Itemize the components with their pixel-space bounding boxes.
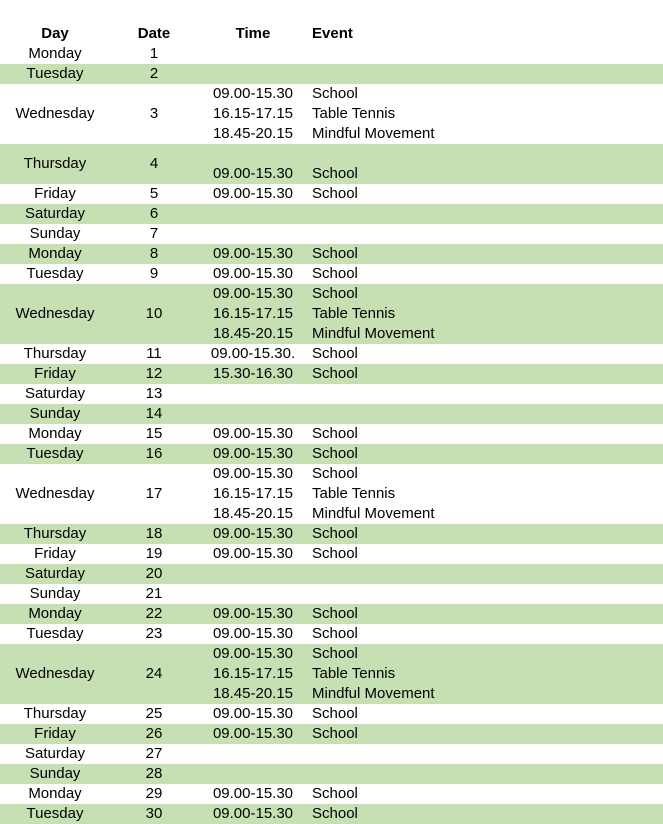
day-row (0, 784, 663, 804)
day-cell: Saturday (24, 745, 86, 762)
day-cell: Sunday (29, 585, 81, 602)
time-cell: 09.00-15.30 (212, 525, 294, 542)
day-row (0, 184, 663, 204)
day-cell: Saturday (24, 565, 86, 582)
date-cell: 1 (149, 45, 159, 62)
time-cell: 09.00-15.30 (212, 705, 294, 722)
header-event: Event (312, 25, 353, 42)
date-cell: 14 (145, 405, 163, 422)
date-cell: 6 (149, 205, 159, 222)
date-cell: 27 (145, 745, 163, 762)
event-cell: School (312, 445, 358, 462)
date-cell: 28 (145, 765, 163, 782)
event-cell: Table Tennis (312, 485, 396, 502)
date-cell: 9 (149, 265, 159, 282)
day-row (0, 764, 663, 784)
event-cell: Mindful Movement (312, 325, 435, 342)
day-row (0, 344, 663, 364)
date-cell: 17 (145, 485, 163, 502)
day-cell: Tuesday (26, 625, 84, 642)
day-row (0, 84, 663, 144)
day-row (0, 284, 663, 344)
time-cell: 16.15-17.15 (212, 665, 294, 682)
event-cell: School (312, 245, 358, 262)
day-cell: Tuesday (26, 445, 84, 462)
date-cell: 25 (145, 705, 163, 722)
date-cell: 2 (149, 65, 159, 82)
day-row (0, 244, 663, 264)
day-row (0, 624, 663, 644)
time-cell: 09.00-15.30 (212, 85, 294, 102)
event-cell: School (312, 425, 358, 442)
time-cell: 09.00-15.30 (212, 645, 294, 662)
time-cell: 18.45-20.15 (212, 685, 294, 702)
day-cell: Sunday (29, 225, 81, 242)
day-cell: Wednesday (15, 305, 95, 322)
date-cell: 26 (145, 725, 163, 742)
day-cell: Sunday (29, 405, 81, 422)
time-cell: 09.00-15.30 (212, 265, 294, 282)
day-cell: Friday (34, 365, 76, 382)
date-cell: 20 (145, 565, 163, 582)
header-row (0, 23, 663, 45)
day-cell: Monday (28, 245, 82, 262)
day-row (0, 604, 663, 624)
time-cell: 09.00-15.30 (212, 465, 294, 482)
day-row (0, 144, 663, 184)
day-row (0, 644, 663, 704)
date-cell: 4 (149, 155, 159, 172)
date-cell: 16 (145, 445, 163, 462)
day-row (0, 444, 663, 464)
event-cell: Mindful Movement (312, 125, 435, 142)
date-cell: 24 (145, 665, 163, 682)
day-cell: Wednesday (15, 105, 95, 122)
day-cell: Wednesday (15, 665, 95, 682)
event-cell: School (312, 285, 358, 302)
event-cell: School (312, 365, 358, 382)
day-row (0, 464, 663, 524)
time-cell: 09.00-15.30 (212, 785, 294, 802)
day-cell: Tuesday (26, 265, 84, 282)
day-cell: Monday (28, 425, 82, 442)
event-cell: School (312, 165, 358, 182)
day-cell: Wednesday (15, 485, 95, 502)
date-cell: 11 (146, 345, 162, 362)
time-cell: 09.00-15.30 (212, 805, 294, 822)
time-cell: 09.00-15.30 (212, 445, 294, 462)
time-cell: 16.15-17.15 (212, 105, 294, 122)
date-cell: 22 (145, 605, 163, 622)
time-cell: 16.15-17.15 (212, 485, 294, 502)
day-cell: Monday (28, 45, 82, 62)
date-cell: 3 (149, 105, 159, 122)
date-cell: 18 (145, 525, 163, 542)
time-cell: 09.00-15.30 (212, 605, 294, 622)
day-row (0, 724, 663, 744)
event-cell: Table Tennis (312, 665, 396, 682)
date-cell: 12 (145, 365, 163, 382)
day-row (0, 564, 663, 584)
event-cell: School (312, 345, 358, 362)
time-cell: 09.00-15.30 (212, 725, 294, 742)
day-cell: Monday (28, 785, 82, 802)
header-day: Day (41, 25, 69, 42)
day-cell: Tuesday (26, 65, 84, 82)
day-cell: Thursday (23, 705, 87, 722)
day-cell: Friday (34, 545, 76, 562)
time-cell: 18.45-20.15 (212, 325, 294, 342)
time-cell: 16.15-17.15 (212, 305, 294, 322)
event-cell: School (312, 465, 358, 482)
event-cell: School (312, 705, 358, 722)
date-cell: 30 (145, 805, 163, 822)
time-cell: 09.00-15.30 (212, 185, 294, 202)
event-cell: Table Tennis (312, 105, 396, 122)
event-cell: School (312, 625, 358, 642)
date-cell: 10 (145, 305, 163, 322)
time-cell: 18.45-20.15 (212, 505, 294, 522)
date-cell: 19 (145, 545, 163, 562)
time-cell: 09.00-15.30. (210, 345, 296, 362)
day-row (0, 404, 663, 424)
time-cell: 09.00-15.30 (212, 245, 294, 262)
event-cell: School (312, 265, 358, 282)
event-cell: School (312, 805, 358, 822)
day-row (0, 584, 663, 604)
event-cell: School (312, 525, 358, 542)
day-row (0, 524, 663, 544)
day-row (0, 804, 663, 824)
time-cell: 09.00-15.30 (212, 425, 294, 442)
day-cell: Sunday (29, 765, 81, 782)
time-cell: 09.00-15.30 (212, 545, 294, 562)
day-row (0, 544, 663, 564)
header-date: Date (137, 25, 171, 42)
event-cell: Table Tennis (312, 305, 396, 322)
date-cell: 15 (145, 425, 163, 442)
day-row (0, 364, 663, 384)
time-cell: 18.45-20.15 (212, 125, 294, 142)
day-cell: Saturday (24, 205, 86, 222)
date-cell: 5 (149, 185, 159, 202)
event-cell: School (312, 645, 358, 662)
day-cell: Thursday (23, 525, 87, 542)
day-row (0, 384, 663, 404)
time-cell: 09.00-15.30 (212, 165, 294, 182)
day-cell: Friday (34, 725, 76, 742)
day-cell: Thursday (23, 345, 87, 362)
day-cell: Saturday (24, 385, 86, 402)
date-cell: 29 (145, 785, 163, 802)
day-row (0, 224, 663, 244)
event-cell: School (312, 85, 358, 102)
day-row (0, 704, 663, 724)
event-cell: School (312, 725, 358, 742)
date-cell: 13 (145, 385, 163, 402)
date-cell: 23 (145, 625, 163, 642)
event-cell: School (312, 545, 358, 562)
time-cell: 15.30-16.30 (212, 365, 294, 382)
day-row (0, 264, 663, 284)
event-cell: Mindful Movement (312, 505, 435, 522)
day-row (0, 64, 663, 84)
date-cell: 7 (149, 225, 159, 242)
day-cell: Friday (34, 185, 76, 202)
day-cell: Tuesday (26, 805, 84, 822)
day-cell: Monday (28, 605, 82, 622)
event-cell: School (312, 605, 358, 622)
day-row (0, 424, 663, 444)
event-cell: School (312, 185, 358, 202)
time-cell: 09.00-15.30 (212, 285, 294, 302)
time-cell: 09.00-15.30 (212, 625, 294, 642)
date-cell: 21 (145, 585, 163, 602)
event-cell: Mindful Movement (312, 685, 435, 702)
date-cell: 8 (149, 245, 159, 262)
day-cell: Thursday (23, 155, 87, 172)
day-row (0, 744, 663, 764)
day-row (0, 44, 663, 64)
header-time: Time (235, 25, 271, 42)
event-cell: School (312, 785, 358, 802)
day-row (0, 204, 663, 224)
